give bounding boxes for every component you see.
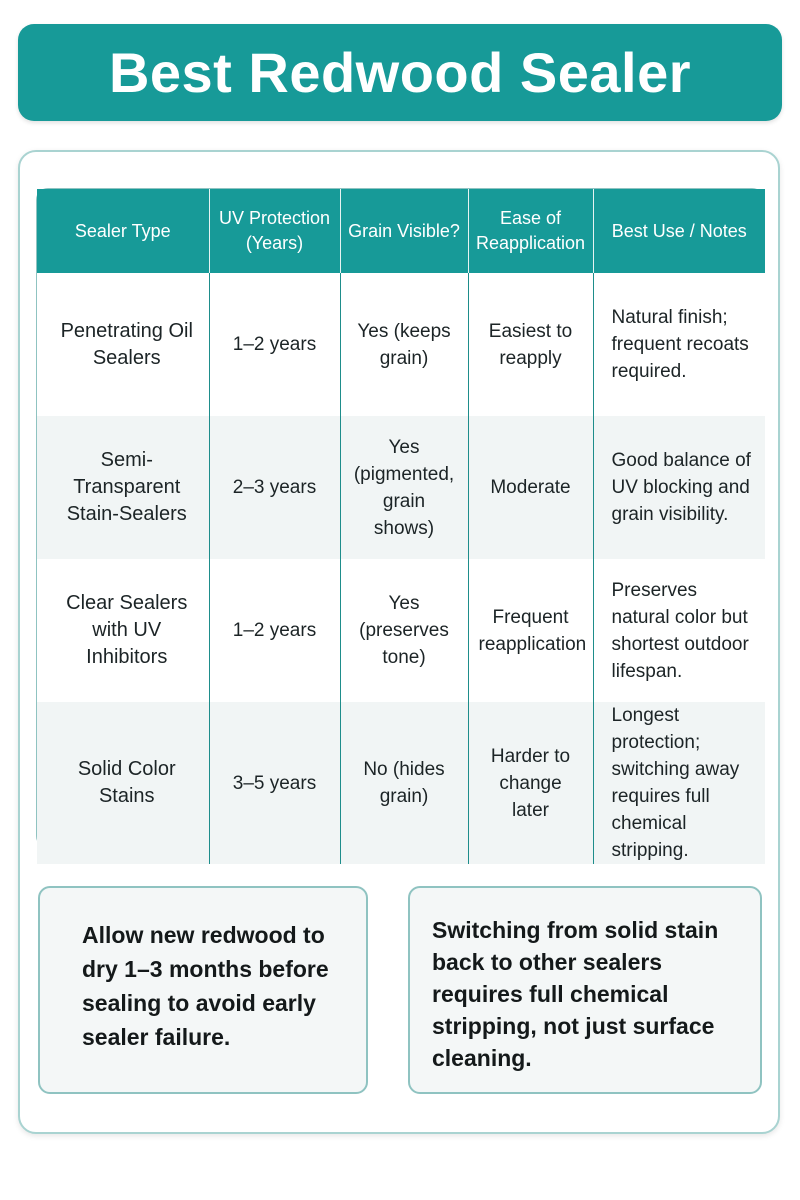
cell-best-use-notes: Longest protection; switching away requires full chemical stripping. — [593, 702, 765, 864]
cell-best-use-notes: Preserves natural color but shortest outdoor lifespan. — [593, 559, 765, 702]
table-row — [37, 559, 765, 702]
cell-ease-of-reapplication: Frequent reapplication — [468, 559, 593, 702]
header-sealer-type: Sealer Type — [37, 189, 209, 273]
cell-sealer-type: Penetrating Oil Sealers — [37, 273, 209, 416]
cell-uv-protection: 2–3 years — [209, 416, 340, 559]
page-title: Best Redwood Sealer — [108, 41, 692, 104]
cell-uv-protection: 1–2 years — [209, 559, 340, 702]
cell-ease-of-reapplication: Easiest to reapply — [468, 273, 593, 416]
table-header-row — [37, 189, 765, 273]
table-row — [37, 702, 765, 864]
cell-grain-visible: Yes (pigmented, grain shows) — [340, 416, 468, 559]
cell-best-use-notes: Natural finish; frequent recoats required. — [593, 273, 765, 416]
cell-ease-of-reapplication: Harder to change later — [468, 702, 593, 864]
cell-sealer-type: Semi-Transparent Stain-Sealers — [37, 416, 209, 559]
drying-tip-text: Allow new redwood to dry 1–3 months before sealing to avoid early sealer failure. — [82, 922, 329, 1050]
header-best-use-notes: Best Use / Notes — [593, 189, 765, 273]
cell-uv-protection: 1–2 years — [209, 273, 340, 416]
title-banner — [18, 24, 782, 121]
cell-grain-visible: Yes (preserves tone) — [340, 559, 468, 702]
header-grain-visible: Grain Visible? — [340, 189, 468, 273]
header-uv-protection: UV Protection (Years) — [209, 189, 340, 273]
stripping-tip-text: Switching from solid stain back to other sealers requires full chemical stripping, not just surface cleaning. — [432, 917, 719, 1071]
cell-best-use-notes: Good balance of UV blocking and grain visibility. — [593, 416, 765, 559]
cell-sealer-type: Solid Color Stains — [37, 702, 209, 864]
cell-grain-visible: Yes (keeps grain) — [340, 273, 468, 416]
comparison-table — [37, 189, 765, 864]
comparison-table-container — [36, 188, 764, 861]
cell-sealer-type: Clear Sealers with UV Inhibitors — [37, 559, 209, 702]
stripping-tip-note — [408, 886, 762, 1094]
cell-uv-protection: 3–5 years — [209, 702, 340, 864]
table-row — [37, 273, 765, 416]
cell-grain-visible: No (hides grain) — [340, 702, 468, 864]
cell-ease-of-reapplication: Moderate — [468, 416, 593, 559]
header-ease-of-reapplication: Ease of Reapplication — [468, 189, 593, 273]
table-row — [37, 416, 765, 559]
drying-tip-note — [38, 886, 368, 1094]
